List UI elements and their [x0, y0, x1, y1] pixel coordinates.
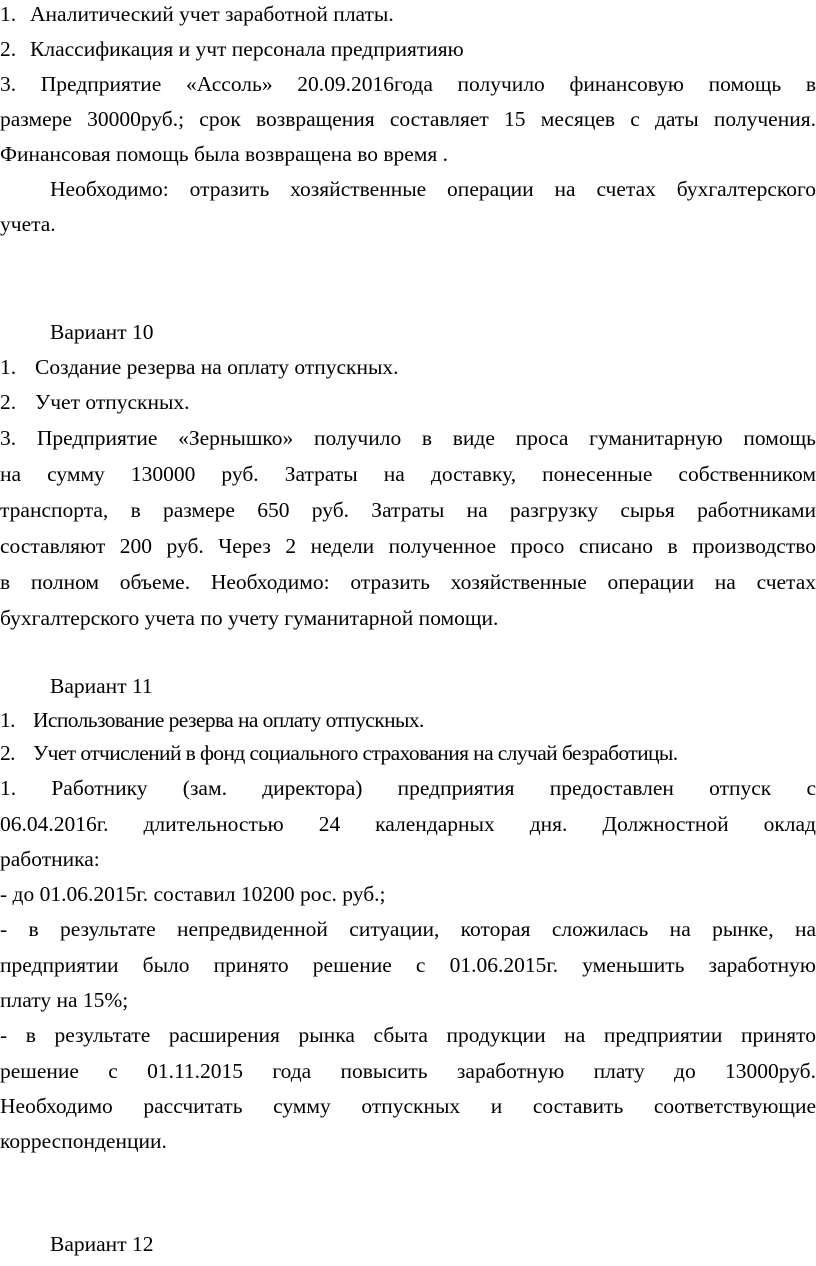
paragraph-line: решение с 01.11.2015 года повысить заработную плату до 13000руб.: [0, 1059, 816, 1083]
list-item: [0, 35, 816, 63]
list-item: [0, 0, 816, 28]
paragraph-line: 3. Предприятие «Ассоль» 20.09.2016года получило финансовую помощь в: [0, 72, 816, 96]
list-number: 2.: [0, 390, 17, 414]
list-number: 1.: [0, 355, 17, 379]
list-text: Использование резерва на оплату отпускных.: [33, 708, 424, 732]
paragraph-line: размере 30000руб.; срок возвращения составляет 15 месяцев с даты получения.: [0, 107, 816, 131]
section-heading: Вариант 10: [50, 320, 154, 344]
section-heading: Вариант 11: [50, 674, 153, 698]
paragraph-line: учета.: [0, 212, 56, 236]
list-text: Классификация и учт персонала предприятияю: [30, 37, 464, 61]
paragraph-line: корреспонденции.: [0, 1129, 167, 1153]
paragraph-line: плату на 15%;: [0, 988, 129, 1012]
paragraph-line: - до 01.06.2015г. составил 10200 рос. руб.;: [0, 882, 386, 906]
paragraph-line: бухгалтерского учета по учету гуманитарной помощи.: [0, 606, 499, 630]
paragraph-line: в полном объеме. Необходимо: отразить хозяйственные операции на счетах: [0, 570, 816, 594]
list-text: Учет отчислений в фонд социального страхования на случай безработицы.: [33, 741, 678, 765]
list-number: 1.: [0, 2, 17, 26]
list-number: 2.: [0, 37, 17, 61]
paragraph-line: на сумму 130000 руб. Затраты на доставку, понесенные собственником: [0, 462, 816, 486]
list-item: [0, 706, 816, 734]
list-item: [0, 353, 816, 381]
paragraph-line: 06.04.2016г. длительностью 24 календарных дня. Должностной оклад: [0, 812, 816, 836]
paragraph-line: - в результате расширения рынка сбыта продукции на предприятии принято: [0, 1023, 816, 1047]
paragraph-line: Необходимо рассчитать сумму отпускных и составить соответствующие: [0, 1094, 816, 1118]
section-heading: Вариант 12: [50, 1232, 154, 1256]
list-number: 2.: [0, 741, 15, 765]
paragraph-line: составляют 200 руб. Через 2 недели полученное просо списано в производство: [0, 534, 816, 558]
paragraph-line: предприятии было принято решение с 01.06.2015г. уменьшить заработную: [0, 953, 816, 977]
paragraph-line: работника:: [0, 847, 100, 871]
paragraph-line: Финансовая помощь была возвращена во время .: [0, 142, 449, 166]
paragraph-line: - в результате непредвиденной ситуации, которая сложилась на рынке, на: [0, 917, 816, 941]
paragraph-line: 1. Работнику (зам. директора) предприятия предоставлен отпуск с: [0, 776, 816, 800]
list-text: Создание резерва на оплату отпускных.: [35, 355, 399, 379]
paragraph-line: Необходимо: отразить хозяйственные операции на счетах бухгалтерского: [50, 177, 816, 201]
list-text: Учет отпускных.: [35, 390, 190, 414]
list-item: [0, 388, 816, 416]
list-item: [0, 739, 816, 767]
list-number: 1.: [0, 708, 15, 732]
list-text: Аналитический учет заработной платы.: [30, 2, 394, 26]
paragraph-line: 3. Предприятие «Зернышко» получило в виде проса гуманитарную помощь: [0, 426, 816, 450]
paragraph-line: транспорта, в размере 650 руб. Затраты на разгрузку сырья работниками: [0, 498, 816, 522]
